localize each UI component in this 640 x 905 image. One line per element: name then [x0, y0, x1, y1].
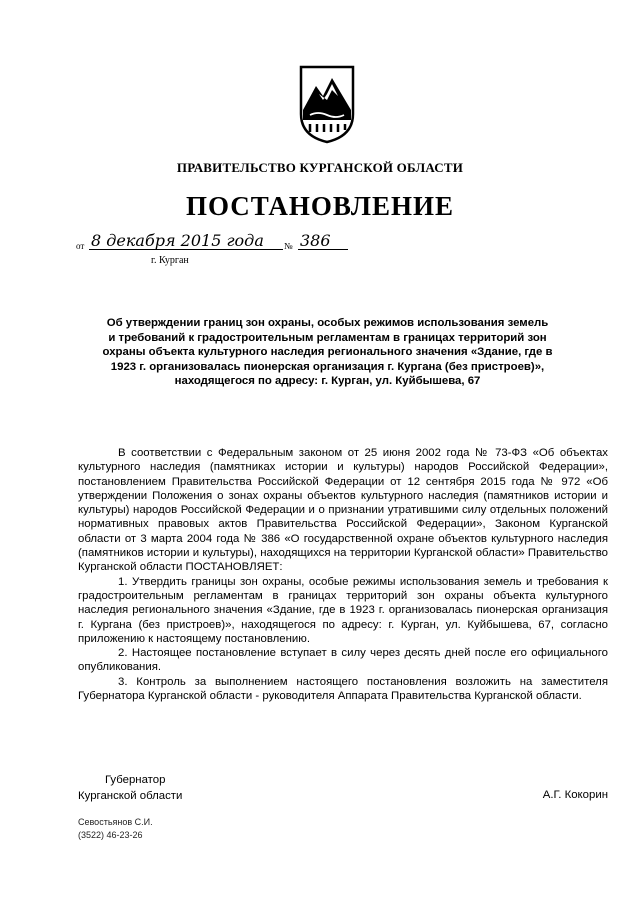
- coat-of-arms-icon: [298, 64, 356, 144]
- preamble-paragraph: В соответствии с Федеральным законом от 25 июня 2002 года № 73-ФЗ «Об объектах культурного наследия (памятниках истории и культуры) народов Российской Федерации», постановлением Правительства Российской Федерации от 12 сентября 2015 года № 972 «Об утверждении Положения о зонах охраны объектов культурного наследия (памятников истории и культуры) народов Российской Федерации и о признании утратившими силу отдельных положений нормативных правовых актов Правительства Российской Федерации», Законом Курганской области от 3 марта 2004 года № 386 «О государственной охране объектов культурного наследия (памятников истории и культуры), находящихся на территории Курганской области» Правительство Курганской области ПОСТАНОВЛЯЕТ:: [78, 447, 608, 574]
- number-prefix: №: [284, 241, 293, 251]
- date-prefix: от: [76, 241, 85, 251]
- executor-phone: (3522) 46-23-26: [78, 830, 143, 840]
- signatory-position-line2: Курганской области: [78, 790, 183, 802]
- document-subject: [80, 316, 575, 389]
- signatory-name: А.Г. Кокорин: [542, 789, 608, 801]
- signatory-position: [78, 772, 182, 804]
- subject-line: охраны объекта культурного наследия регионального значения «Здание, где в: [102, 346, 553, 358]
- subject-line: 1923 г. организовалась пионерская организация г. Кургана (без пристроев)»,: [110, 360, 545, 373]
- executor-info: [78, 816, 153, 842]
- government-name: ПРАВИТЕЛЬСТВО КУРГАНСКОЙ ОБЛАСТИ: [176, 160, 464, 175]
- subject-line: находящегося по адресу: г. Курган, ул. Куйбышева, 67: [174, 375, 481, 387]
- clause-2: 2. Настоящее постановление вступает в силу через десять дней после его официального опубликования.: [78, 647, 608, 674]
- clause-1: 1. Утвердить границы зон охраны, особые режимы использования земель и требования к градостроительным регламентам в границах территорий зон охраны объекта культурного наследия регионального значения «Здание, где в 1923 г. организовалась пионерская организация г. Кургана (без пристроев)», находящегося по адресу: г. Курган, ул. Куйбышева, 67, согласно приложению к настоящему постановлению.: [78, 575, 608, 645]
- document-body: [78, 446, 608, 703]
- city: г. Курган: [151, 255, 189, 266]
- subject-line: Об утверждении границ зон охраны, особых режимов использования земель: [106, 317, 549, 329]
- subject-line: и требований к градостроительным регламентам в границах территорий зон: [108, 331, 547, 344]
- clause-3: 3. Контроль за выполнением настоящего постановления возложить на заместителя Губернатора Курганской области - руководителя Аппарата Правительства Курганской области.: [78, 675, 608, 703]
- signatory-position-line1: Губернатор: [105, 774, 166, 786]
- document-type-title: ПОСТАНОВЛЕНИЕ: [185, 191, 455, 221]
- handwritten-date: 8 декабря 2015 года: [89, 232, 283, 250]
- executor-name: Севостьянов С.И.: [78, 817, 153, 827]
- date-number-row: [76, 232, 376, 272]
- handwritten-number: 386: [298, 232, 348, 250]
